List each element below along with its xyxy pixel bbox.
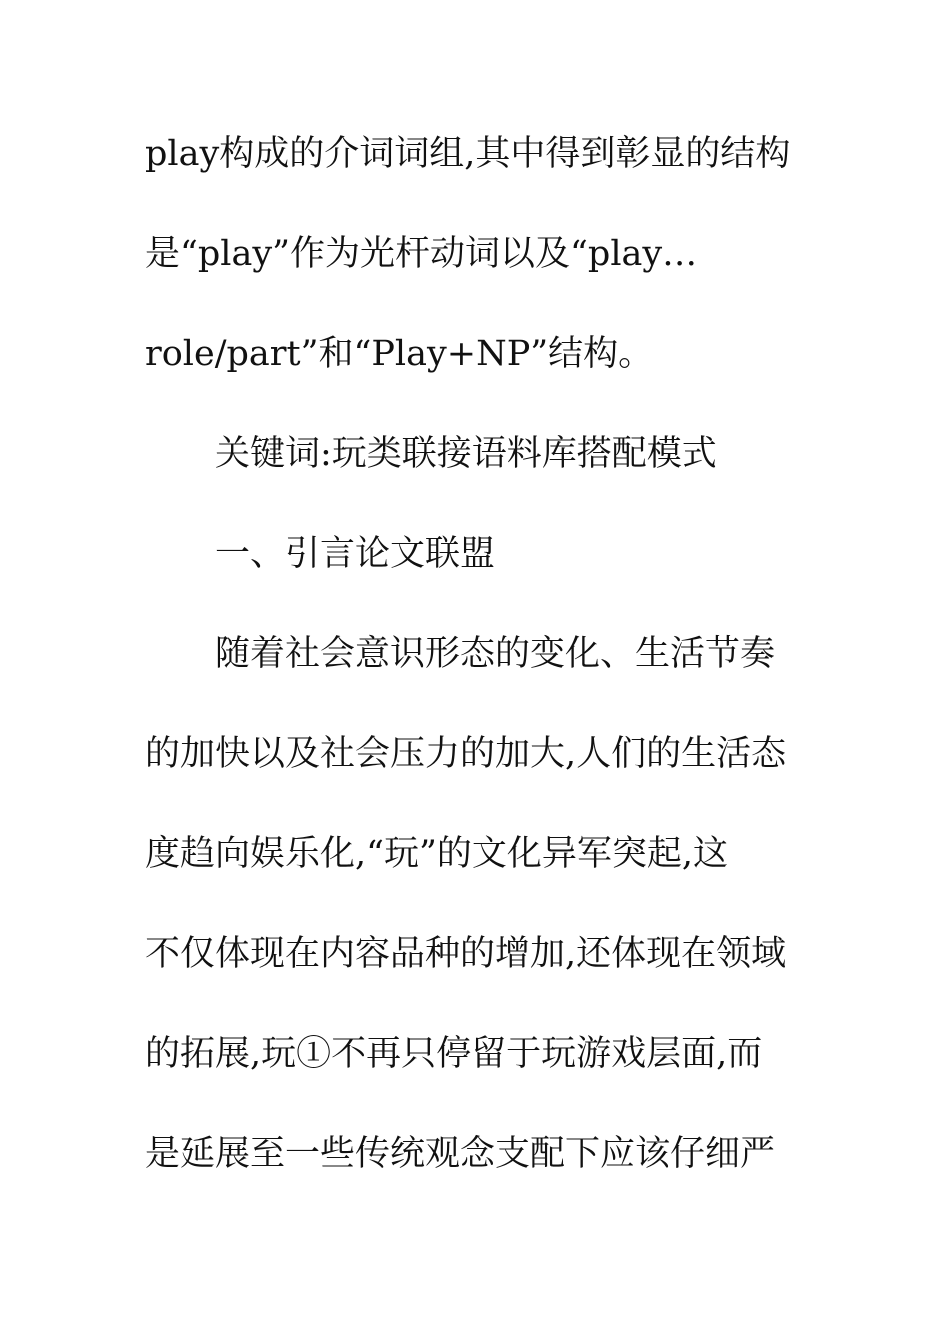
abstract-line-2: 是“play”作为光杆动词以及“play… bbox=[145, 234, 698, 274]
abstract-line-3: role/part”和“Play+NP”结构。 bbox=[145, 334, 654, 374]
section-heading: 一、引言论文联盟 bbox=[215, 534, 496, 574]
body-line-2: 的加快以及社会压力的加大,人们的生活态 bbox=[145, 734, 787, 774]
body-line-3: 度趋向娱乐化,“玩”的文化异军突起,这 bbox=[145, 834, 729, 874]
body-line-6: 是延展至一些传统观念支配下应该仔细严 bbox=[145, 1134, 776, 1174]
body-line-1: 随着社会意识形态的变化、生活节奏 bbox=[215, 634, 776, 674]
body-line-4: 不仅体现在内容品种的增加,还体现在领域 bbox=[145, 934, 787, 974]
abstract-line-1: play构成的介词词组,其中得到彰显的结构 bbox=[145, 134, 791, 174]
keywords-line: 关键词:玩类联接语料库搭配模式 bbox=[215, 434, 717, 474]
body-line-5: 的拓展,玩①不再只停留于玩游戏层面,而 bbox=[145, 1034, 763, 1074]
